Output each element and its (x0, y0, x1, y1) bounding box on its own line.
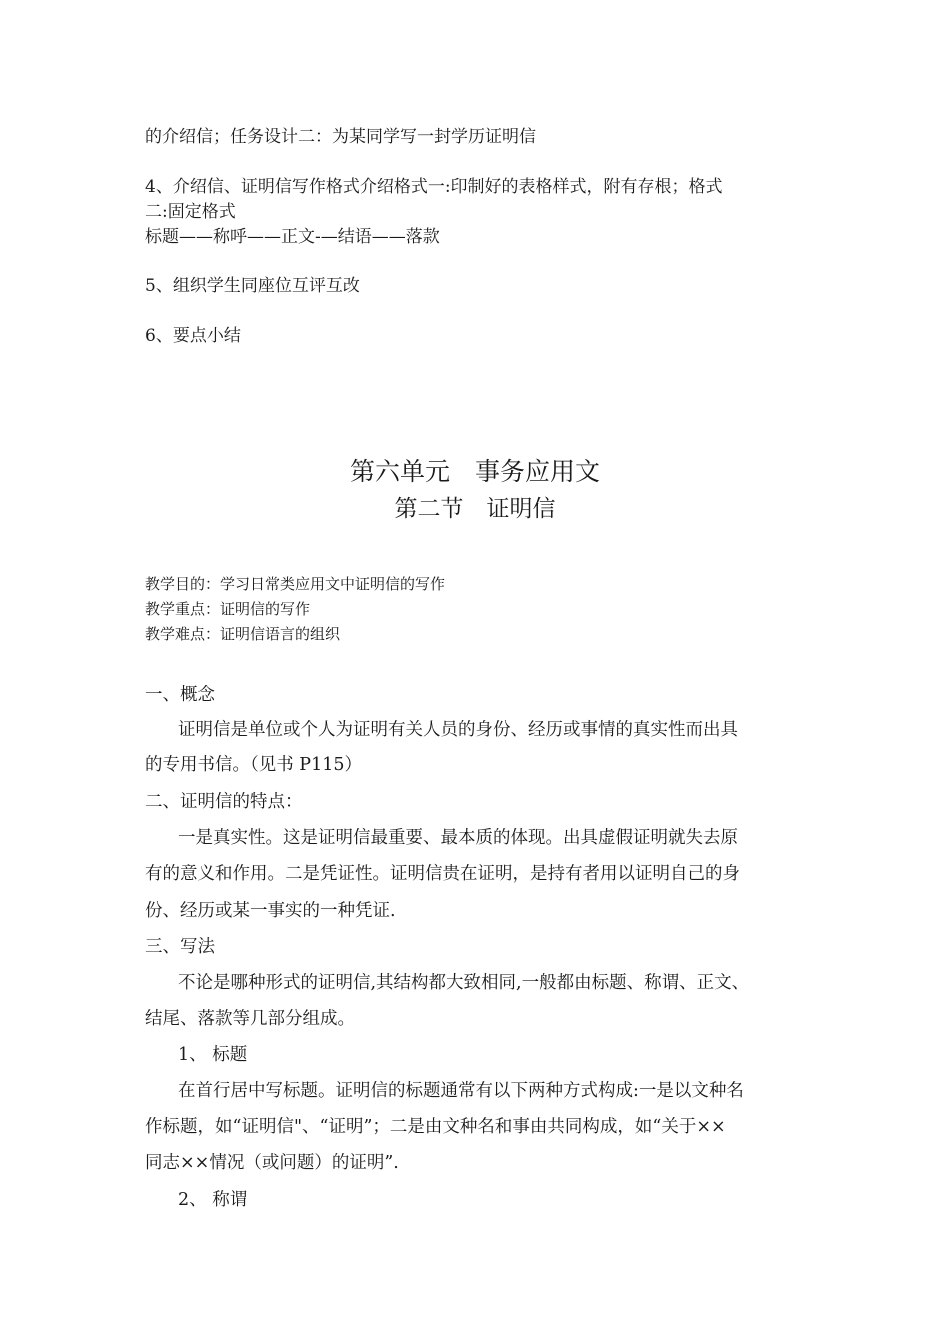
item-5: 5、组织学生同座位互评互改 (145, 276, 360, 296)
item-6: 6、要点小结 (145, 326, 241, 346)
subsection-1-heading: 1、 标题 (178, 1045, 248, 1065)
item-4-line-2: 二:固定格式 (145, 202, 236, 222)
section-2-para-line-3: 份、经历或某一事实的一种凭证. (145, 901, 396, 921)
section-1-heading: 一、概念 (145, 685, 215, 705)
section-3-para-line-2: 结尾、落款等几部分组成。 (145, 1009, 355, 1029)
teaching-focus: 教学重点：证明信的写作 (145, 600, 311, 618)
section-3-heading: 三、写法 (145, 937, 215, 957)
item-4-line-1: 4、介绍信、证明信写作格式介绍格式一:印制好的表格样式，附有存根；格式 (145, 177, 723, 197)
teaching-difficulty: 教学难点：证明信语言的组织 (145, 625, 341, 643)
subsection-2-heading: 2、 称谓 (178, 1190, 248, 1210)
item-4-line-3: 标题——称呼——正文-—结语——落款 (145, 227, 440, 247)
continued-line: 的介绍信；任务设计二：为某同学写一封学历证明信 (145, 127, 536, 147)
subsection-1-para-line-3: 同志××情况（或问题）的证明”. (145, 1153, 399, 1173)
section-2-para-line-1: 一是真实性。这是证明信最重要、最本质的体现。出具虚假证明就失去原 (178, 828, 738, 848)
subsection-1-para-line-1: 在首行居中写标题。证明信的标题通常有以下两种方式构成:一是以文种名 (178, 1081, 744, 1101)
section-title: 第二节 证明信 (394, 496, 556, 522)
section-1-para-line-2: 的专用书信。（见书 P115） (145, 755, 362, 775)
section-1-para-line-1: 证明信是单位或个人为证明有关人员的身份、经历或事情的真实性而出具 (178, 720, 738, 740)
teaching-goal: 教学目的：学习日常类应用文中证明信的写作 (145, 575, 446, 593)
section-2-heading: 二、证明信的特点： (145, 792, 303, 812)
section-2-para-line-2: 有的意义和作用。二是凭证性。证明信贵在证明，是持有者用以证明自己的身 (145, 864, 740, 884)
subsection-1-para-line-2: 作标题，如“证明信"、“证明”；二是由文种名和事由共同构成，如“关于×× (145, 1117, 726, 1137)
section-3-para-line-1: 不论是哪种形式的证明信,其结构都大致相同,一般都由标题、称谓、正文、 (178, 973, 750, 993)
unit-title: 第六单元 事务应用文 (349, 457, 600, 486)
